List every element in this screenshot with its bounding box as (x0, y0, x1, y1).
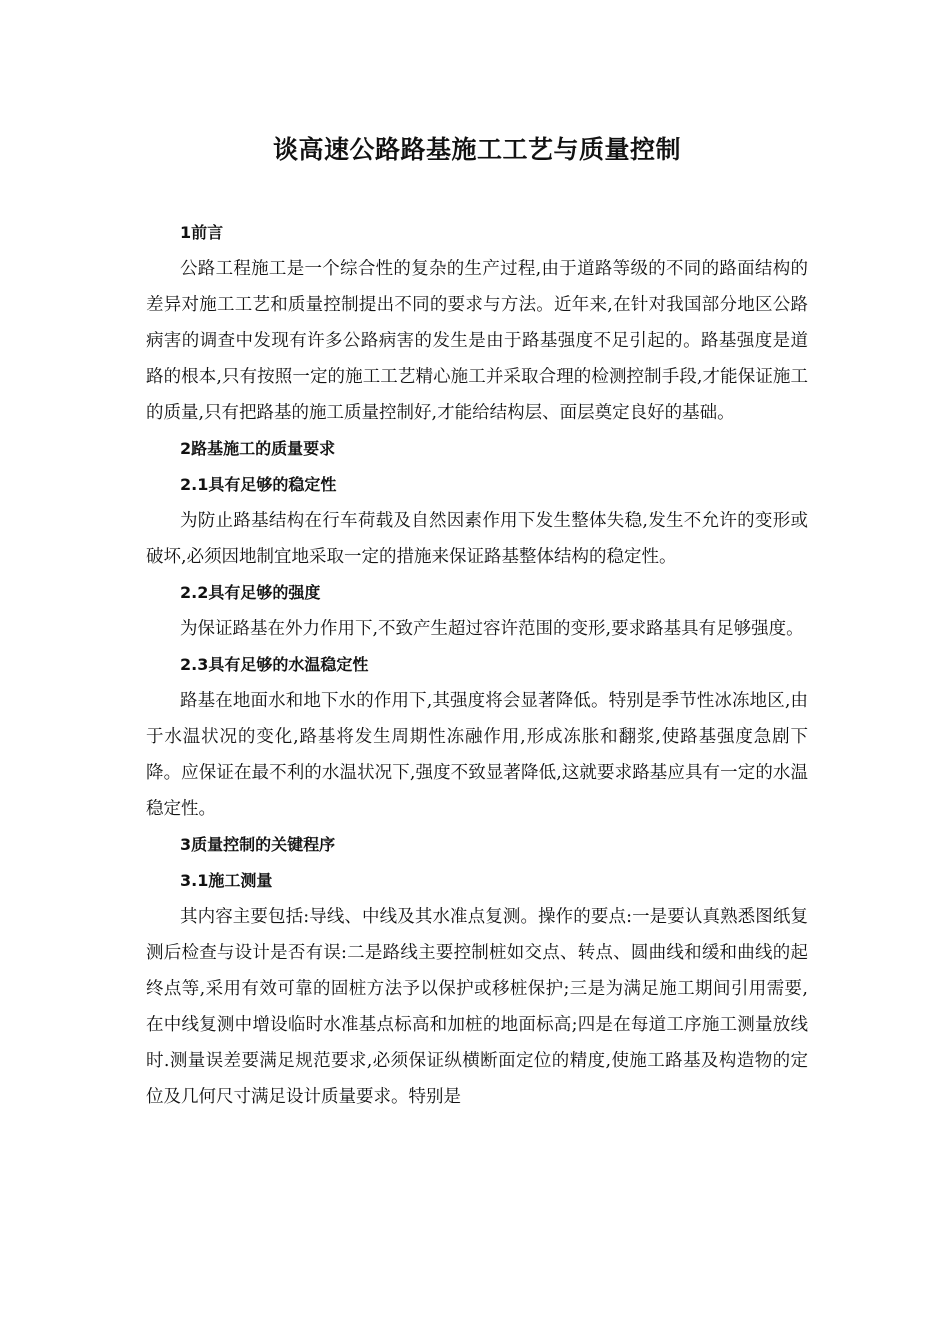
paragraph-2-3: 路基在地面水和地下水的作用下,其强度将会显著降低。特别是季节性冰冻地区,由于水温状况的变化,路基将发生周期性冻融作用,形成冻胀和翻浆,使路基强度急剧下降。应保证在最不利的水温状况下,强度不致显著降低,这就要求路基应具有一定的水温稳定性。 (146, 691, 808, 819)
subsection-heading-3-1: 3.1施工测量 (180, 871, 273, 890)
paragraph-intro: 公路工程施工是一个综合性的复杂的生产过程,由于道路等级的不同的路面结构的差异对施工工艺和质量控制提出不同的要求与方法。近年来,在针对我国部分地区公路病害的调查中发现有许多公路病害的发生是由于路基强度不足引起的。路基强度是道路的根本,只有按照一定的施工工艺精心施工并采取合理的检测控制手段,才能保证施工的质量,只有把路基的施工质量控制好,才能给结构层、面层奠定良好的基础。 (146, 259, 808, 423)
paragraph-2-1: 为防止路基结构在行车荷载及自然因素作用下发生整体失稳,发生不允许的变形或破坏,必须因地制宜地采取一定的措施来保证路基整体结构的稳定性。 (146, 511, 808, 567)
section-heading-2: 2路基施工的质量要求 (180, 439, 336, 458)
subsection-heading-2-3: 2.3具有足够的水温稳定性 (180, 655, 369, 674)
paragraph-3-1: 其内容主要包括:导线、中线及其水准点复测。操作的要点:一是要认真熟悉图纸复测后检查与设计是否有误:二是路线主要控制桩如交点、转点、圆曲线和缓和曲线的起终点等,采用有效可靠的固桩方法予以保护或移桩保护;三是为满足施工期间引用需要,在中线复测中增设临时水准基点标高和加桩的地面标高;四是在每道工序施工测量放线时.测量误差要满足规范要求,必须保证纵横断面定位的精度,使施工路基及构造物的定位及几何尺寸满足设计质量要求。特别是 (146, 907, 808, 1107)
section-heading-1: 1前言 (180, 223, 224, 242)
document-page (146, 130, 808, 1115)
subsection-heading-2-1: 2.1具有足够的稳定性 (180, 475, 337, 494)
subsection-heading-2-2: 2.2具有足够的强度 (180, 583, 321, 602)
document-title: 谈高速公路路基施工工艺与质量控制 (272, 135, 681, 164)
section-heading-3: 3质量控制的关键程序 (180, 835, 336, 854)
paragraph-2-2: 为保证路基在外力作用下,不致产生超过容许范围的变形,要求路基具有足够强度。 (180, 619, 804, 639)
